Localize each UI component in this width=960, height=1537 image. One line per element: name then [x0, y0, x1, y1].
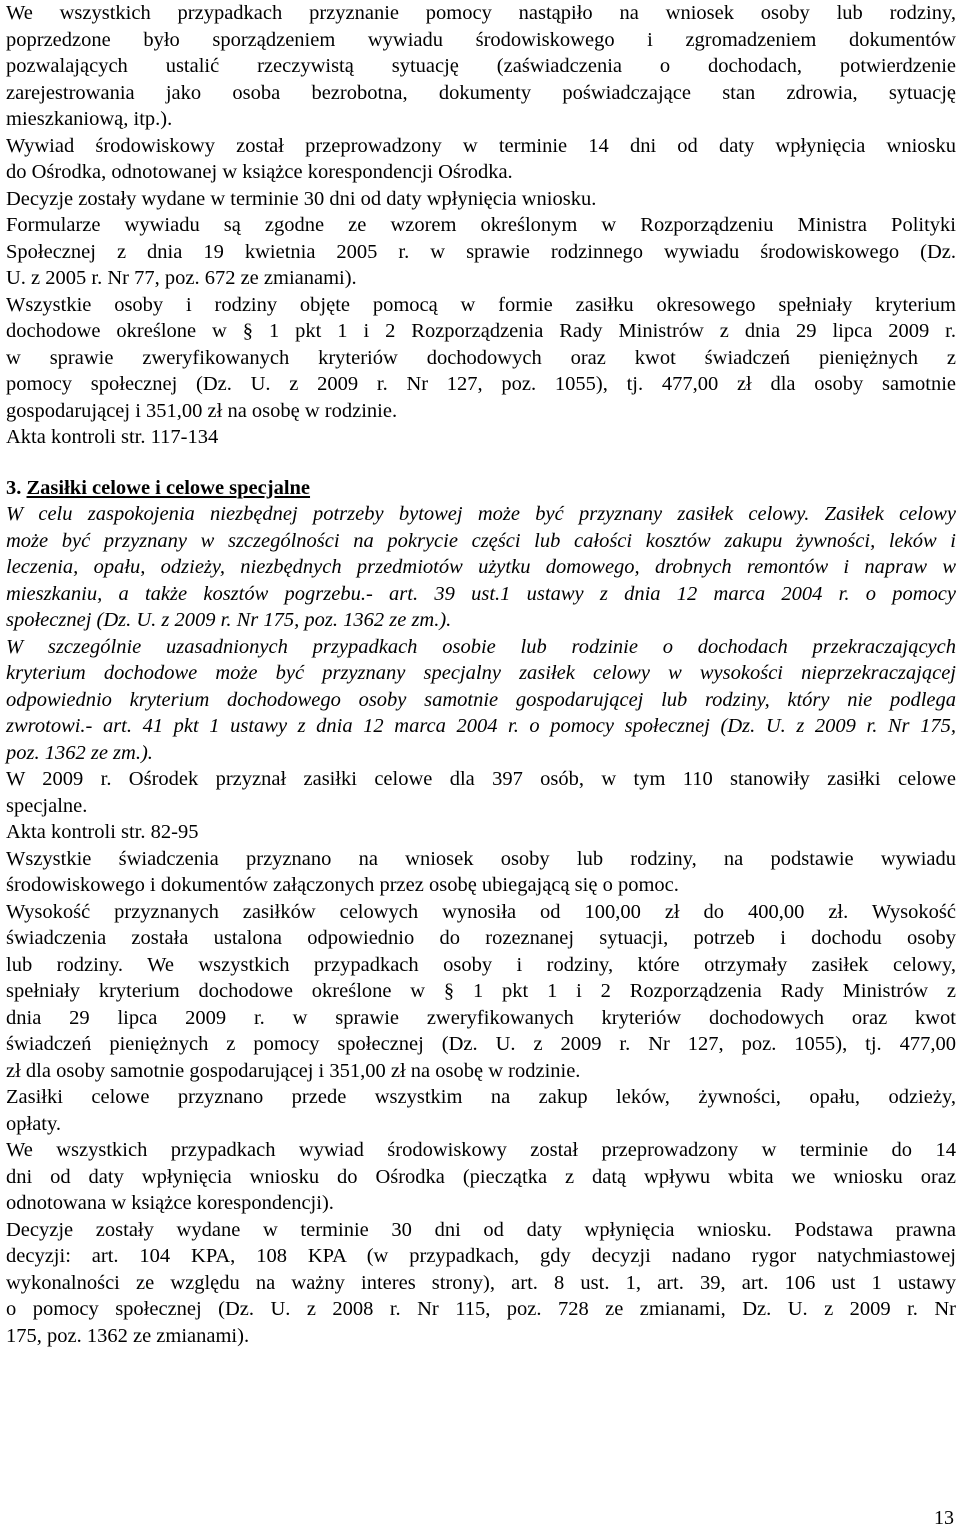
text-line: odpowiednio kryterium dochodowego osoby samotnie gospodarującej lub rodziny, który nie podlega	[6, 688, 956, 711]
text-block-a	[6, 0, 956, 451]
text-line: U. z 2005 r. Nr 77, poz. 672 ze zmianami).	[6, 267, 357, 289]
text-line: gospodarującej i 351,00 zł na osobę w rodzinie.	[6, 399, 398, 422]
text-line: W szczególnie uzasadnionych przypadkach osobie lub rodzinie o dochodach przekraczających	[6, 635, 956, 658]
page-number: 13	[934, 1506, 954, 1529]
legal-basis-quote	[6, 501, 956, 766]
text-line: poprzedzone było sporządzeniem wywiadu środowiskowego i zgromadzeniem dokumentów	[6, 28, 956, 51]
text-line: W celu zaspokojenia niezbędnej potrzeby bytowej może być przyznany zasiłek celowy. Zasiłek celowy	[6, 503, 956, 525]
text-line: mieszkaniu, a także kosztów pogrzebu.- art. 39 ust.1 ustawy z dnia 12 marca 2004 r. o pomocy	[6, 582, 956, 605]
text-line: środowiskowego i dokumentów załączonych przez osobę ubiegającą się o pomoc.	[6, 874, 679, 896]
text-line: dnia 29 lipca 2009 r. w sprawie zweryfikowanych kryteriów dochodowych oraz kwot	[6, 1006, 956, 1029]
text-line: spełniały kryterium dochodowe określone w § 1 pkt 1 i 2 Rozporządzenia Rady Ministrów z	[6, 980, 956, 1002]
text-line: Wysokość przyznanych zasiłków celowych wynosiła od 100,00 zł do 400,00 zł. Wysokość	[6, 900, 956, 923]
text-line: dni od daty wpłynięcia wniosku do Ośrodka (pieczątka z datą wpływu wbita we wniosku oraz	[6, 1165, 956, 1188]
text-line: poz. 1362 ze zm.).	[6, 741, 153, 764]
text-line: może być przyznany w szczególności na pokrycie części lub całości kosztów zakupu żywności, leków i	[6, 529, 956, 552]
text-line: decyzji: art. 104 KPA, 108 KPA (w przypadkach, gdy decyzji nadano rygor natychmiastowej	[6, 1245, 956, 1267]
text-line: We wszystkich przypadkach przyznanie pomocy nastąpiło na wniosek osoby lub rodziny,	[6, 2, 956, 24]
text-line: Wywiad środowiskowy został przeprowadzony w terminie 14 dni od daty wpłynięcia wniosku	[6, 134, 956, 157]
section-number: 3.	[6, 476, 22, 499]
audit-reference: Akta kontroli str. 82-95	[6, 821, 199, 843]
text-line: wykonalności ze względu na ważny interes strony), art. 8 ust. 1, art. 39, art. 106 ust 1 ustawy	[6, 1271, 956, 1294]
text-line: mieszkaniową, itp.).	[6, 108, 173, 130]
text-line: Społecznej z dnia 19 kwietnia 2005 r. w sprawie rodzinnego wywiadu środowiskowego (Dz.	[6, 240, 956, 263]
text-line: pomocy społecznej (Dz. U. z 2009 r. Nr 127, poz. 1055), tj. 477,00 zł dla osoby samotnie	[6, 373, 956, 395]
audit-reference: Akta kontroli str. 117-134	[6, 426, 219, 448]
text-line: świadczenia została ustalona odpowiednio do rozeznanej sytuacji, potrzeb i dochodu osoby	[6, 927, 956, 949]
text-line: zł dla osoby samotnie gospodarującej i 351,00 zł na osobę w rodzinie.	[6, 1059, 581, 1082]
text-line: kryterium dochodowe może być przyznany specjalny zasiłek celowy w wysokości nieprzekraczającej	[6, 662, 956, 684]
section-title: Zasiłki celowe i celowe specjalne	[26, 476, 311, 499]
section-heading	[6, 475, 956, 502]
text-line: zwrotowi.- art. 41 pkt 1 ustawy z dnia 12 marca 2004 r. o pomocy społecznej (Dz. U. z 2009 r. Nr 175,	[6, 715, 956, 737]
text-line: Zasiłki celowe przyznano przede wszystkim na zakup leków, żywności, opału, odzieży,	[6, 1086, 956, 1108]
text-line: społecznej (Dz. U. z 2009 r. Nr 175, poz. 1362 ze zm.).	[6, 609, 452, 631]
text-line: 175, poz. 1362 ze zmianami).	[6, 1324, 250, 1347]
text-line: w sprawie zweryfikowanych kryteriów dochodowych oraz kwot świadczeń pieniężnych z	[6, 346, 956, 369]
text-line: świadczeń pieniężnych z pomocy społecznej (Dz. U. z 2009 r. Nr 127, poz. 1055), tj. 477,00	[6, 1033, 956, 1055]
text-line: odnotowana w książce korespondencji).	[6, 1192, 334, 1214]
text-line: Wszystkie osoby i rodziny objęte pomocą w formie zasiłku okresowego spełniały kryterium	[6, 293, 956, 316]
text-line: We wszystkich przypadkach wywiad środowiskowy został przeprowadzony w terminie do 14	[6, 1139, 956, 1161]
text-line: Decyzje zostały wydane w terminie 30 dni od daty wpłynięcia wniosku.	[6, 187, 597, 210]
text-line: leczenia, opału, odzieży, niezbędnych przedmiotów użytku domowego, drobnych remontów i napraw w	[6, 556, 956, 578]
text-line: Formularze wywiadu są zgodne ze wzorem określonym w Rozporządzeniu Ministra Polityki	[6, 214, 956, 236]
text-line: Wszystkie świadczenia przyznano na wniosek osoby lub rodziny, na podstawie wywiadu	[6, 847, 956, 870]
spacer	[6, 451, 956, 475]
text-block-c	[6, 766, 956, 1349]
text-line: pozwalających ustalić rzeczywistą sytuację (zaświadczenia o dochodach, potwierdzenie	[6, 55, 956, 77]
text-line: specjalne.	[6, 794, 88, 817]
text-line: do Ośrodka, odnotowanej w książce korespondencji Ośrodka.	[6, 161, 513, 183]
text-line: o pomocy społecznej (Dz. U. z 2008 r. Nr 115, poz. 728 ze zmianami, Dz. U. z 2009 r. Nr	[6, 1298, 956, 1320]
text-line: Decyzje zostały wydane w terminie 30 dni od daty wpłynięcia wniosku. Podstawa prawna	[6, 1218, 956, 1241]
text-line: dochodowe określone w § 1 pkt 1 i 2 Rozporządzenia Rady Ministrów z dnia 29 lipca 2009 r.	[6, 320, 956, 342]
text-line: opłaty.	[6, 1112, 62, 1135]
text-line: W 2009 r. Ośrodek przyznał zasiłki celowe dla 397 osób, w tym 110 stanowiły zasiłki celowe	[6, 768, 956, 790]
text-line: lub rodziny. We wszystkich przypadkach osoby i rodziny, które otrzymały zasiłek celowy,	[6, 953, 956, 976]
text-line: zarejestrowania jako osoba bezrobotna, dokumenty poświadczające stan zdrowia, sytuację	[6, 81, 956, 104]
